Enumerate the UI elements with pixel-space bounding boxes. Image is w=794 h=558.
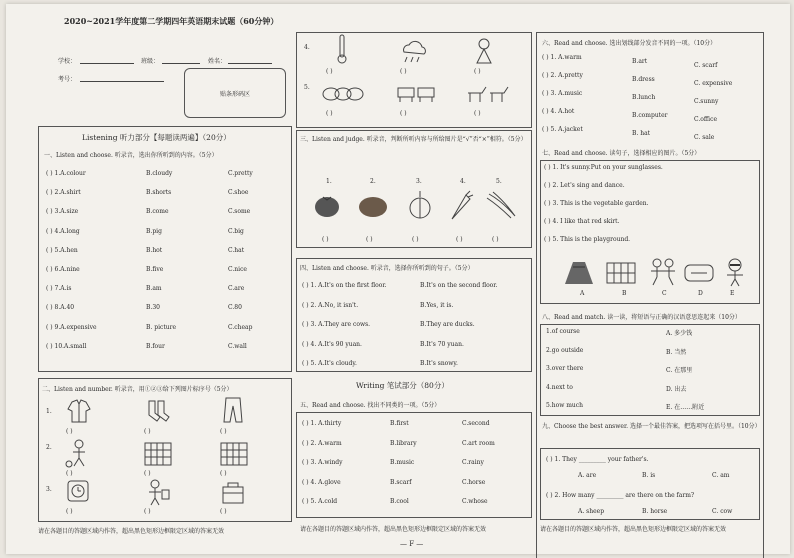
s2-blank: ( ) (144, 428, 151, 435)
barcode-label: 贴条形码区 (219, 90, 250, 98)
s1-option-c: C.some (228, 208, 251, 216)
s4-option-b: B.It's on the second floor. (420, 282, 498, 289)
thermometer-icon (332, 34, 352, 64)
kids-playing-icon (64, 438, 94, 468)
section4-title: 四、Listen and choose. 听录音，选择你所听到的句子。（5分） (300, 265, 474, 272)
s2-blank: ( ) (144, 508, 151, 515)
section9-title: 九、Choose the best answer. 选择一个最佳答案，把选项写在括号里。（10分） (542, 423, 761, 430)
s3-number: 1. (326, 178, 332, 185)
onion-icon (406, 188, 434, 220)
s6-option-a: ( ) 3. A.music (542, 90, 583, 97)
section8-title: 八、Read and match. 读一读，将短语与正确的汉语意思连起来（10分） (542, 314, 741, 321)
s5-option-b: B.scarf (390, 478, 412, 486)
s2b-blank: ( ) (474, 110, 481, 117)
s8-phrase: 4.next to (546, 383, 573, 391)
s4-option-a: ( ) 1. A.It's on the first floor. (302, 282, 387, 289)
name-line (228, 63, 272, 64)
s2b-num-5: 5. (304, 84, 310, 91)
clock-icon (64, 478, 92, 504)
s6-option-b: B.art (632, 58, 648, 65)
s7-sentence: ( ) 4. I like that red skirt. (544, 218, 620, 225)
s4-option-b: B.It's snowy. (420, 360, 458, 367)
s9-q1-option-a: A. are (578, 472, 597, 479)
s5-option-c: C.art room (462, 439, 495, 447)
socks-icon (142, 398, 172, 424)
s9-q2-option-a: A. sheep (578, 508, 605, 515)
s6-option-c: C. scarf (694, 62, 718, 69)
s2-blank: ( ) (220, 470, 227, 477)
s5-option-a: ( ) 5. A.cold (302, 498, 338, 505)
s3-number: 4. (460, 178, 466, 185)
s1-option-b: B.four (146, 342, 165, 350)
s1-option-c: C.cheap (228, 323, 253, 331)
s4-option-a: ( ) 3. A.They are cows. (302, 321, 371, 328)
s1-option-a: ( ) 10.A.small (46, 342, 87, 350)
s7-picture-letter: C (662, 290, 667, 297)
s1-option-b: B.cloudy (146, 170, 173, 177)
s2-num-2: 2. (46, 444, 52, 451)
s6-option-a: ( ) 1. A.warm (542, 54, 582, 61)
section6-title: 六、Read and choose. 选出划线部分发音不同的一项。（10分） (542, 40, 717, 47)
s1-option-c: C.80 (228, 304, 242, 312)
cows-icon (394, 82, 438, 104)
s2-num-3: 3. (46, 486, 52, 493)
s2b-num-4: 4. (304, 44, 310, 51)
footer-note: 请在各题目的答题区域内作答，超出黑色矩形边框限定区域的答案无效 (38, 528, 225, 535)
s1-option-a: ( ) 3.A.size (46, 208, 79, 216)
section4-box (296, 258, 532, 372)
s1-option-c: C.pretty (228, 170, 253, 177)
exam-no-label: 考号： (58, 76, 77, 83)
s2b-blank: ( ) (326, 68, 333, 75)
s1-option-c: C.shoe (228, 189, 249, 197)
s8-meaning: E. 在……附近 (666, 404, 705, 411)
s3-number: 3. (416, 178, 422, 185)
s7-picture-letter: D (698, 290, 703, 297)
s2b-blank: ( ) (474, 68, 481, 75)
s6-option-c: C. sale (694, 134, 715, 141)
s1-option-a: ( ) 1.A.colour (46, 170, 86, 177)
s2-blank: ( ) (220, 428, 227, 435)
section2-title: 二、Listen and number. 听录音，用①②③给下列图片标序号（5分） (42, 386, 233, 393)
s6-option-b: B.dress (632, 76, 655, 83)
s5-option-a: ( ) 3. A.windy (302, 459, 343, 466)
s6-option-b: B.computer (632, 112, 668, 119)
s4-option-b: B.It's 70 yuan. (420, 340, 464, 348)
s1-option-b: B.shorts (146, 189, 172, 197)
s4-option-b: B.They are ducks. (420, 321, 475, 328)
s4-option-a: ( ) 4. A.It's 90 yuan. (302, 340, 362, 348)
s5-option-c: C.rainy (462, 459, 484, 466)
page-number: — F — (400, 540, 424, 548)
s6-option-a: ( ) 4. A.hot (542, 108, 575, 115)
s8-meaning: B. 当然 (666, 348, 687, 356)
s2-blank: ( ) (66, 428, 73, 435)
s1-option-c: C.nice (228, 266, 247, 273)
s7-picture-letter: E (730, 290, 735, 297)
s6-option-b: B. hat (632, 130, 651, 137)
s4-option-a: ( ) 2. A.No, it isn't. (302, 301, 359, 309)
library-icon (218, 438, 250, 468)
s6-option-c: C.office (694, 116, 717, 123)
s5-option-b: B.cool (390, 498, 409, 505)
s1-option-a: ( ) 2.A.shirt (46, 189, 81, 197)
exam-paper (6, 4, 790, 554)
school-line (80, 63, 134, 64)
jacket-icon (64, 398, 94, 424)
s7-picture-letter: A (580, 290, 585, 297)
s2-num-1: 1. (46, 408, 52, 415)
s1-option-b: B.am (146, 285, 162, 293)
s5-option-b: B.music (390, 459, 415, 466)
s8-phrase: 2.go outside (546, 346, 584, 354)
s1-option-b: B.pig (146, 227, 162, 235)
barcode-area (184, 68, 286, 118)
s7-sentence: ( ) 2. Let's sing and dance. (544, 182, 625, 189)
s6-option-b: B.lunch (632, 94, 656, 101)
s7-picture-letter: B (622, 290, 627, 297)
girl-icon (470, 36, 498, 66)
s8-meaning: D. 出去 (666, 385, 687, 393)
s9-q2-option-c: C. cow (712, 508, 733, 515)
s2b-blank: ( ) (400, 110, 407, 117)
s3-blank: ( ) (456, 236, 463, 243)
pigs-icon (320, 82, 366, 104)
s3-blank: ( ) (366, 236, 373, 243)
s5-option-b: B.library (390, 439, 417, 447)
s1-option-a: ( ) 9.A.expensive (46, 323, 97, 331)
s1-option-a: ( ) 5.A.hen (46, 246, 78, 254)
pants-icon (218, 396, 248, 424)
s5-option-c: C.second (462, 420, 490, 427)
s1-option-c: C.are (228, 285, 245, 293)
s5-option-c: C.horse (462, 478, 486, 486)
s2-blank: ( ) (220, 508, 227, 515)
s2-blank: ( ) (66, 470, 73, 477)
s7-sentence: ( ) 3. This is the vegetable garden. (544, 200, 649, 207)
s1-option-b: B.come (146, 208, 169, 216)
exam-no-line (80, 81, 164, 82)
s9-q1-option-b: B. is (642, 472, 656, 479)
s5-option-b: B.first (390, 420, 409, 427)
sunglasses-boy-icon (718, 256, 752, 288)
s6-option-c: C. expensive (694, 80, 733, 87)
carrot-icon (446, 188, 476, 222)
s7-sentence: ( ) 5. This is the playground. (544, 236, 631, 243)
section5-title: 五、Read and choose. 找出不同类的一项。（5分） (300, 402, 441, 409)
s2-blank: ( ) (144, 470, 151, 477)
s1-option-c: C.hat (228, 246, 245, 254)
s6-option-c: C.sunny (694, 98, 719, 105)
s5-option-a: ( ) 1. A.thirty (302, 420, 342, 427)
s3-blank: ( ) (322, 236, 329, 243)
s1-option-b: B.30 (146, 304, 160, 312)
listening-heading: Listening 听力部分【每题读两遍】（20分） (82, 133, 231, 142)
s5-option-c: C.whose (462, 498, 488, 505)
footer-note: 请在各题目的答题区域内作答，超出黑色矩形边框限定区域的答案无效 (540, 526, 727, 533)
s7-sentence: ( ) 1. It's sunny.Put on your sunglasses. (544, 164, 663, 171)
class-line (162, 63, 200, 64)
s6-option-a: ( ) 5. A.jacket (542, 126, 583, 133)
exam-title: 2020~2021学年度第二学期四年英语期末试题（60分钟） (64, 16, 279, 26)
garden-icon (682, 260, 716, 286)
s1-option-a: ( ) 6.A.nine (46, 266, 80, 273)
s1-option-a: ( ) 4.A.long (46, 227, 80, 235)
potato-icon (356, 194, 390, 220)
s8-phrase: 3.over there (546, 365, 584, 372)
tomato-icon (312, 190, 342, 220)
s9-q1-option-c: C. am (712, 472, 730, 479)
section3-title: 三、Listen and judge. 听录音，判断所听内容与所给图片是“√”否“×”相符。（5分） (300, 136, 527, 143)
bag-icon (218, 478, 248, 506)
s3-number: 5. (496, 178, 502, 185)
s1-option-b: B. picture (146, 323, 177, 331)
class-label: 班级： (141, 58, 160, 65)
s9-question-1: ( ) 1. They _________ your father's. (546, 456, 649, 463)
s3-blank: ( ) (492, 236, 499, 243)
s1-option-b: B.five (146, 266, 164, 273)
boy-icon (142, 478, 172, 506)
s6-option-a: ( ) 2. A.pretty (542, 72, 583, 79)
s9-q2-option-b: B. horse (642, 508, 668, 515)
s3-blank: ( ) (412, 236, 419, 243)
dancing-kids-icon (646, 256, 680, 288)
s5-option-a: ( ) 4. A.glove (302, 478, 341, 486)
s1-option-c: C.wall (228, 342, 247, 350)
s1-option-c: C.big (228, 227, 244, 235)
s8-phrase: 5.how much (546, 402, 584, 409)
section1-title: 一、Listen and choose. 听录音，选出你所听到的内容。（5分） (44, 152, 218, 159)
s8-meaning: A. 多少钱 (666, 330, 693, 337)
s8-meaning: C. 在那里 (666, 367, 693, 374)
skirt-icon (562, 258, 596, 288)
s2b-blank: ( ) (326, 110, 333, 117)
s2b-blank: ( ) (400, 68, 407, 75)
s8-phrase: 1.of course (546, 328, 580, 335)
writing-heading: Writing 笔试部分（80分） (356, 381, 449, 390)
s4-option-b: B.Yes, it is. (420, 301, 454, 309)
rain-cloud-icon (398, 40, 430, 64)
s2-blank: ( ) (66, 508, 73, 515)
s9-question-2: ( ) 2. How many _________ are there on the farm? (546, 492, 695, 499)
s1-option-b: B.hot (146, 246, 163, 254)
footer-note: 请在各题目的答题区域内作答，超出黑色矩形边框限定区域的答案无效 (300, 526, 487, 533)
playground-icon (604, 258, 638, 288)
green-beans-icon (484, 188, 518, 222)
s5-option-a: ( ) 2. A.warm (302, 439, 342, 447)
s1-option-a: ( ) 8.A.40 (46, 304, 75, 312)
horses-icon (464, 82, 512, 106)
s4-option-a: ( ) 5. A.It's cloudy. (302, 360, 357, 367)
section7-title: 七、Read and choose. 读句子，选择相应的图片。（5分） (542, 150, 701, 157)
library-icon (142, 438, 174, 468)
s1-option-a: ( ) 7.A.is (46, 285, 72, 293)
school-label: 学校： (58, 58, 77, 65)
name-label: 姓名： (208, 58, 227, 65)
s3-number: 2. (370, 178, 376, 185)
